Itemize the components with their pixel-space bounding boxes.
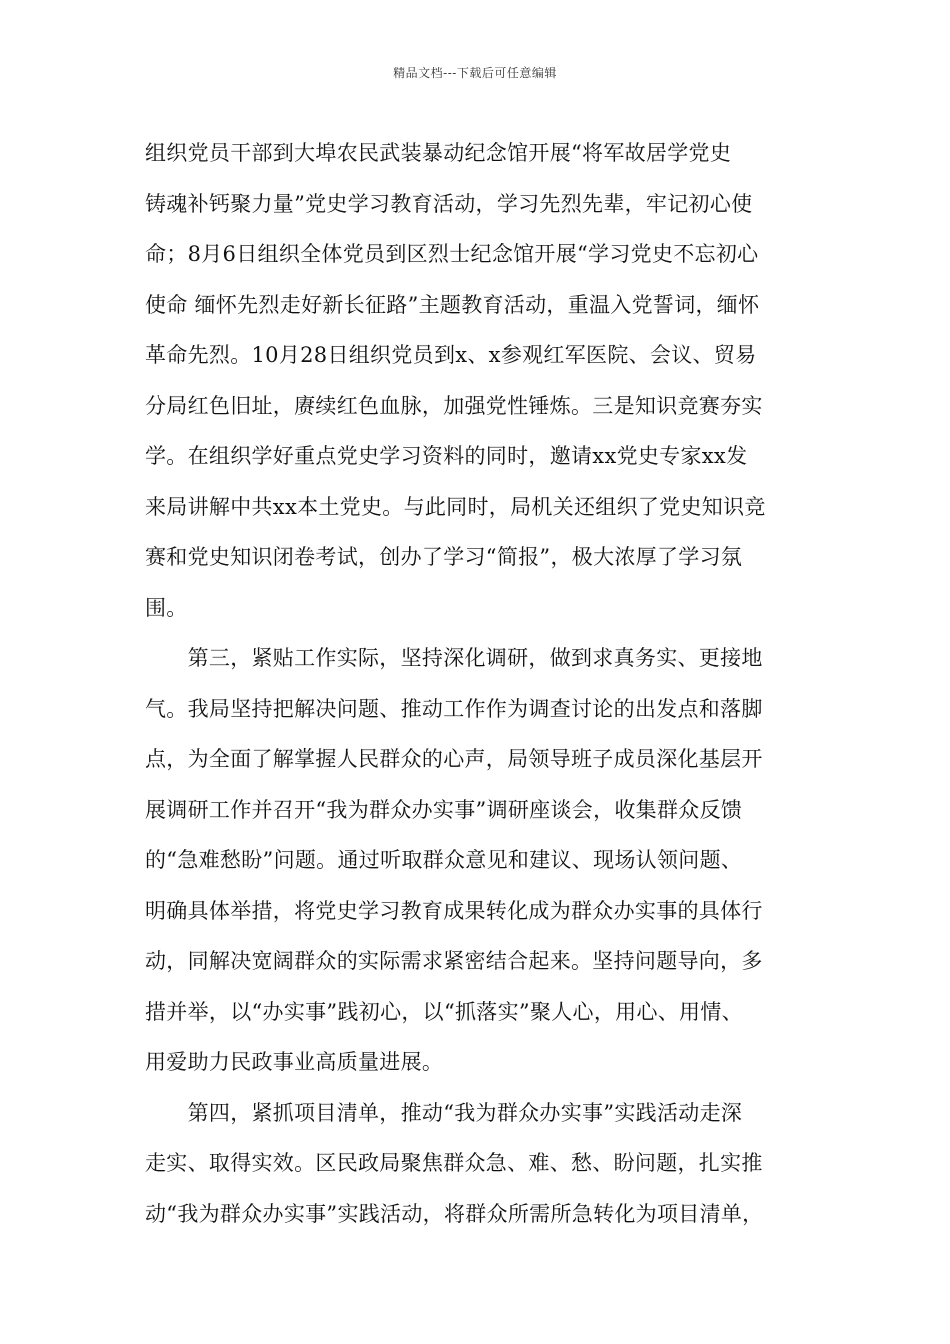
text-line: 动，同解决宽阔群众的实际需求紧密结合起来。坚持问题导向，多 (145, 949, 763, 973)
document-body (145, 128, 835, 1239)
text-line: 的“急难愁盼”问题。通过听取群众意见和建议、现场认领问题、 (145, 848, 743, 872)
text-line: 学。在组织学好重点党史学习资料的同时，邀请xx党史专家xx发 (145, 444, 748, 468)
text-line: 明确具体举措，将党史学习教育成果转化成为群众办实事的具体行 (145, 898, 763, 923)
text-line: 围。 (145, 595, 188, 620)
text-line: 用爱助力民政事业高质量进展。 (145, 1050, 444, 1074)
paragraph-start-line: 第三，紧贴工作实际，坚持深化调研，做到求真务实、更接地 (145, 646, 763, 670)
text-line: 分局红色旧址，赓续红色血脉，加强党性锤炼。三是知识竞赛夯实 (145, 393, 763, 418)
text-line: 铸魂补钙聚力量”党史学习教育活动，学习先烈先辈，牢记初心使 (145, 191, 753, 216)
text-line: 革命先烈。10月28日组织党员到x、x参观红军医院、会议、贸易 (145, 343, 757, 367)
text-line: 使命 缅怀先烈走好新长征路”主题教育活动，重温入党誓词，缅怀 (145, 292, 760, 317)
text-line: 组织党员干部到大埠农民武装暴动纪念馆开展“将军故居学党史 (145, 141, 732, 165)
text-line: 命；8月6日组织全体党员到区烈士纪念馆开展“学习党史不忘初心 (145, 242, 759, 266)
text-line: 来局讲解中共xx本土党史。与此同时，局机关还组织了党史知识竞 (145, 494, 766, 519)
text-line: 措并举，以“办实事”践初心，以“抓落实”聚人心，用心、用情、 (145, 999, 743, 1024)
text-line: 点，为全面了解掌握人民群众的心声，局领导班子成员深化基层开 (145, 747, 763, 771)
text-line: 气。我局坚持把解决问题、推动工作作为调查讨论的出发点和落脚 (145, 696, 763, 721)
text-line: 动“我为群众办实事”实践活动，将群众所需所急转化为项目清单， (145, 1201, 764, 1226)
paragraph-start-line: 第四，紧抓项目清单，推动“我为群众办实事”实践活动走深 (145, 1100, 743, 1125)
page-header: 精品文档---下载后可任意编辑 (393, 66, 557, 80)
text-line: 赛和党史知识闭卷考试，创办了学习“简报”，极大浓厚了学习氛 (145, 545, 743, 569)
text-line: 展调研工作并召开“我为群众办实事”调研座谈会，收集群众反馈 (145, 797, 743, 822)
text-line: 走实、取得实效。区民政局聚焦群众急、难、愁、盼问题，扎实推 (145, 1151, 763, 1175)
